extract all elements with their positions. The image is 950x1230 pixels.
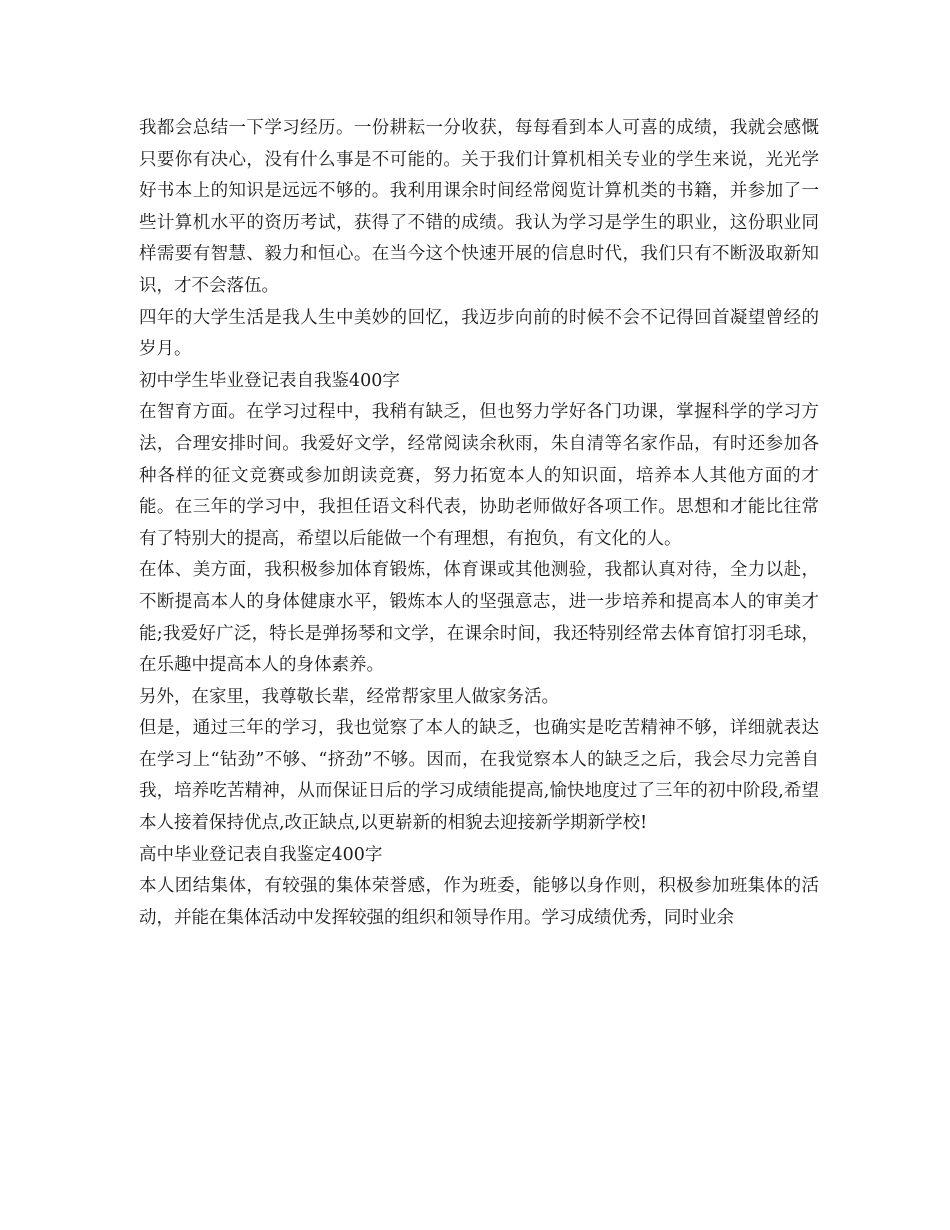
- paragraph-intellectual: 在智育方面。在学习过程中，我稍有缺乏，但也努力学好各门功课，掌握科学的学习方法，合理安排时间。我爱好文学，经常阅读余秋雨，朱自清等名家作品，有时还参加各种各样的征文竞赛或参加朗读竞赛，努力拓宽本人的知识面，培养本人其他方面的才能。在三年的学习中，我担任语文科代表，协助老师做好各项工作。思想和才能比往常有了特别大的提高，希望以后能做一个有理想，有抱负，有文化的人。: [139, 402, 819, 549]
- paragraph-family: 另外，在家里，我尊敬长辈，经常帮家里人做家务活。: [139, 686, 559, 707]
- paragraph-physical-aesthetic: 在体、美方面，我积极参加体育锻炼，体育课或其他测验，我都认真对待，全力以赴，不断提高本人的身体健康水平，锻炼本人的坚强意志，进一步培养和提高本人的审美才能;我爱好广泛，特长是弹扬琴和文学，在课余时间，我还特别经常去体育馆打羽毛球，在乐趣中提高本人的身体素养。: [139, 560, 819, 676]
- paragraph-study-experience: 我都会总结一下学习经历。一份耕耘一分收获，每每看到本人可喜的成绩，我就会感慨只要你有决心，没有什么事是不可能的。关于我们计算机相关专业的学生来说，光光学好书本上的知识是远远不够的。我利用课余时间经常阅览计算机类的书籍，并参加了一些计算机水平的资历考试，获得了不错的成绩。我认为学习是学生的职业，这份职业同样需要有智慧、毅力和恒心。在当今这个快速开展的信息时代，我们只有不断汲取新知识，才不会落伍。: [139, 118, 819, 296]
- section-heading-junior-high: 初中学生毕业登记表自我鉴400字: [139, 370, 400, 391]
- paragraph-university-memories: 四年的大学生活是我人生中美妙的回忆，我迈步向前的时候不会不记得回首凝望曾经的岁月。: [139, 307, 819, 360]
- paragraph-shortcomings: 但是，通过三年的学习，我也觉察了本人的缺乏，也确实是吃苦精神不够，详细就表达在学习上“钻劲”不够、“挤劲”不够。因而，在我觉察本人的缺乏之后，我会尽力完善自我，培养吃苦精神，从而保证日后的学习成绩能提高,愉快地度过了三年的初中阶段,希望本人接着保持优点,改正缺点,以更崭新的相貌去迎接新学期新学校!: [139, 718, 819, 834]
- document-body: [139, 113, 819, 934]
- section-heading-senior-high: 高中毕业登记表自我鉴定400字: [139, 844, 383, 865]
- paragraph-collective: 本人团结集体，有较强的集体荣誉感，作为班委，能够以身作则，积极参加班集体的活动，并能在集体活动中发挥较强的组织和领导作用。学习成绩优秀，同时业余: [139, 876, 819, 928]
